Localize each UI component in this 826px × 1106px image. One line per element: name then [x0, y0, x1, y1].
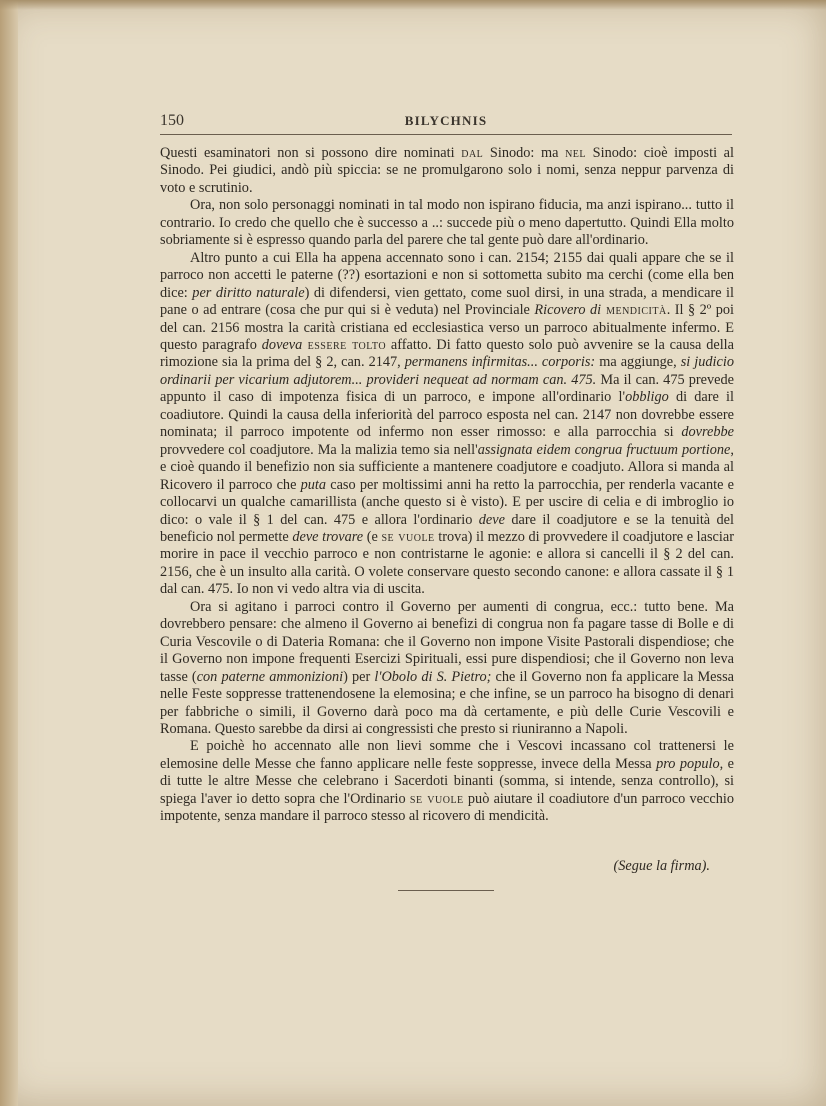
- text-run: Sinodo: ma: [483, 145, 566, 161]
- italic-text: assignata eidem congrua fructuum portione: [477, 441, 731, 458]
- page-top-edge: [0, 0, 826, 10]
- text-run: E poichè ho accennato alle non lievi somme che i Vescovi incassano col trattenersi le elemosine delle Messe che fanno applicare nelle feste soppresse, invece della Messa: [160, 738, 734, 772]
- paragraph-2: Ora, non solo personaggi nominati in tal modo non ispirano fiducia, ma anzi ispirano... tutto il contrario. Io credo che quello che è successo a ..: succede più o meno dapertutto. Quindi Ella molto sobriamente si è espresso quando parla del parere che tal gente può dare all'ordinario.: [160, 197, 734, 249]
- italic-text: pro populo: [656, 755, 720, 772]
- italic-text: doveva: [261, 336, 303, 353]
- text-run: . Il § 2º poi del can. 2156 mostra la carità cristiana ed ecclesiastica verso un parroco abitualmente infermo. E questo paragrafo: [160, 302, 734, 353]
- paragraph-4: [160, 599, 734, 739]
- small-caps-text: nel: [565, 145, 587, 161]
- text-run: Ma il can. 475 prevede appunto il caso di impotenza fisica di un parroco, e impone all'ordinario l': [160, 371, 734, 406]
- paragraph-1: [160, 145, 734, 197]
- end-rule: [398, 890, 494, 891]
- text-run: , e cioè quando il benefizio non sia sufficiente a mantenere coadjutore e coadjuto. Allora si manda al Ricovero il parroco che: [160, 441, 734, 493]
- text-run: ) di difendersi, vien gettato, come suol dirsi, in una strada, a mendicare il pane o ad entrare (cosa che pur qui si è veduta) nel Provinciale: [160, 284, 735, 319]
- article-body: [160, 145, 734, 826]
- text-run: ) per: [343, 668, 375, 685]
- text-run: Questi esaminatori non si possono dire nominati: [160, 145, 462, 161]
- paragraph-3: [160, 250, 734, 599]
- italic-text: permanens infirmitas... corporis:: [404, 354, 596, 371]
- italic-text: dovrebbe: [681, 424, 734, 441]
- text-run: Ora si agitano i parroci contro il Governo per aumenti di congrua, ecc.: tutto bene. Ma dovrebbero pensare: che almeno il Governo ai benefizi di congrua non fa pagare tasse di Bolle e di Curia Vescovile o di Dateria Romana: che il Governo non impone Visite Pastorali dispendiose; che il Governo non impone frequenti Esercizi Spirituali, essi pure dispendiosi; che il Governo non leva tasse (: [160, 598, 734, 685]
- italic-text: Ricovero di: [534, 302, 602, 319]
- italic-text: per diritto naturale: [192, 284, 305, 301]
- small-caps-text: essere tolto: [302, 336, 387, 353]
- italic-text: si judicio ordinarii per vicarium adjutorem... provideri nequeat ad normam can. 475.: [160, 354, 734, 388]
- page-number: 150: [160, 112, 184, 129]
- text-run: trova) il mezzo di provvedere il coadjutore e lasciar morire in pace il vecchio parroco e non contristarne le agonie: e allora si cancelli il § 2 del can. 2156, che è un insulto alla carità. O volete conservare questo secondo canone: e allora cassate il § 1 dal can. 475. Io non vi vedo altra via di uscita.: [160, 528, 734, 598]
- italic-text: deve trovare: [292, 528, 364, 545]
- text-run: , e di tutte le altre Messe che celebrano i Sacerdoti binanti (somma, si intende, senza controllo), si spiega l'aver io detto sopra che l'Ordinario: [160, 755, 735, 807]
- page-binding-edge: [0, 0, 18, 1106]
- text-run: Sinodo: cioè imposti al Sinodo. Pei giudici, andò più spiccia: se ne promulgarono solo i nomi, senza neppur parvenza di voto e scrutinio.: [160, 145, 734, 196]
- italic-text: deve: [478, 511, 505, 528]
- text-run: provvedere col coadjutore. Ma la malizia temo sia nell': [160, 441, 478, 458]
- text-run: (e: [363, 528, 382, 545]
- header-rule: [160, 134, 732, 135]
- small-caps-text: se vuole: [381, 528, 435, 545]
- paragraph-5: [160, 738, 734, 825]
- page-header: [160, 112, 732, 134]
- text-run: di dare il coadiutore. Quindi la causa della inferiorità del parroco esposta nel can. 2147 non dovrebbe essere nominata; il parroco impotente od infermo non esser rimosso: e alla parrocchia si: [160, 389, 734, 441]
- text-run: affatto. Di fatto questo solo può avvenire se la causa della rimozione sia la prima del § 2, can. 2147,: [160, 336, 734, 371]
- italic-text: puta: [300, 476, 327, 493]
- signature-note: (Segue la firma).: [613, 858, 710, 874]
- text-run: caso per moltissimi anni ha retto la parrocchia, per renderla vacante e collocarvi un qualche camarillista (anche questo si è visto). E per uscire di celia e di imbroglio io dico: o vale il § 1 del can. 475 e allora l'ordinario: [160, 476, 734, 528]
- small-caps-text: mendicità: [601, 302, 667, 319]
- running-title: BILYCHNIS: [404, 113, 488, 128]
- italic-text: obbligo: [625, 389, 669, 406]
- text-run: può aiutare il coadiutore d'un parroco vecchio impotente, senza mandare il parroco stesso al ricovero di mendicità.: [160, 790, 734, 825]
- italic-text: con paterne ammonizioni: [196, 668, 344, 685]
- text-run: che il Governo non fa applicare la Messa nelle Feste soppresse trattenendosene la elemosina; e che infine, se un parroco ha bisogno di denari per fabbriche o simili, il Governo darà poco ma dà certamente, e più delle Curie Vescovili e Romana. Questo sarebbe da dirsi ai congressisti che presto si riuniranno a Napoli.: [160, 668, 734, 737]
- small-caps-text: dal: [461, 145, 484, 161]
- italic-text: l'Obolo di S. Pietro;: [374, 668, 492, 685]
- text-run: dare il coadjutore e se la tenuità del beneficio nol permette: [160, 511, 734, 545]
- text-run: ma aggiunge,: [595, 354, 681, 371]
- small-caps-text: se vuole: [409, 790, 464, 807]
- text-run: Altro punto a cui Ella ha appena accennato sono i can. 2154; 2155 dai quali appare che se il parroco non accetti le paterne (??) esortazioni e non si sottometta subito ma cerchi (come ella ben dice:: [160, 249, 734, 301]
